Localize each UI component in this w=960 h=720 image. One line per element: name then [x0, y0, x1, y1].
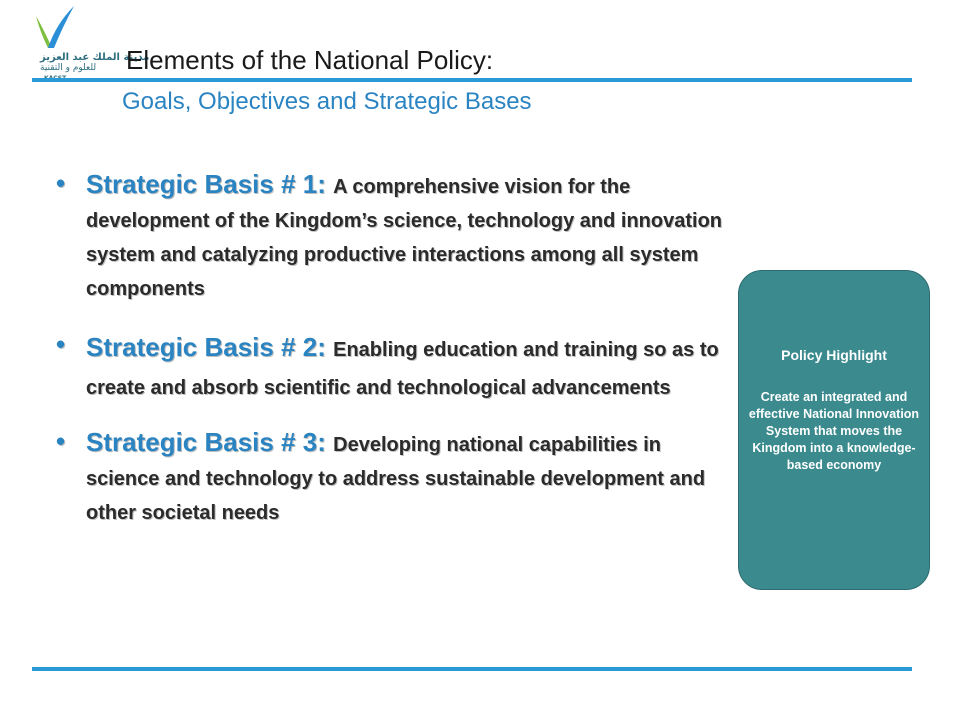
bullet-text: Enabling education and training so as to create and absorb scientific and technological advancements: [86, 339, 719, 399]
logo-arabic-subname: للعلوم و التقنية: [40, 63, 97, 73]
logo-mark-icon: [22, 4, 122, 54]
bullet-item: [56, 426, 736, 531]
bullet-heading: Strategic Basis # 2:: [86, 332, 334, 362]
highlight-text: Create an integrated and effective National Innovation System that moves the Kingdom into a knowledge-based economy: [748, 390, 920, 472]
bullet-text: Developing national capabilities in science and technology to address sustainable development and other societal needs: [86, 434, 706, 524]
bullet-icon: •: [56, 168, 66, 198]
bullet-heading: Strategic Basis # 1:: [86, 169, 334, 199]
bullet-icon: •: [56, 426, 66, 456]
bullet-item: [56, 168, 736, 307]
bullet-icon: •: [56, 329, 66, 359]
bullet-text: A comprehensive vision for the development of the Kingdom’s science, technology and innovation system and catalyzing productive interactions among all system components: [86, 176, 722, 300]
title-divider: [32, 78, 912, 82]
highlight-title: Policy Highlight: [781, 347, 887, 363]
bullet-item: [56, 329, 736, 408]
logo-arabic-name: مدينة الملك عبد العزيز: [40, 52, 150, 63]
footer-divider: [32, 667, 912, 671]
slide-title: Elements of the National Policy:: [126, 45, 494, 75]
strategic-bases-list: [56, 168, 736, 531]
slide-subtitle: Goals, Objectives and Strategic Bases: [122, 88, 532, 115]
policy-highlight-box: [738, 270, 930, 590]
bullet-heading: Strategic Basis # 3:: [86, 427, 334, 457]
